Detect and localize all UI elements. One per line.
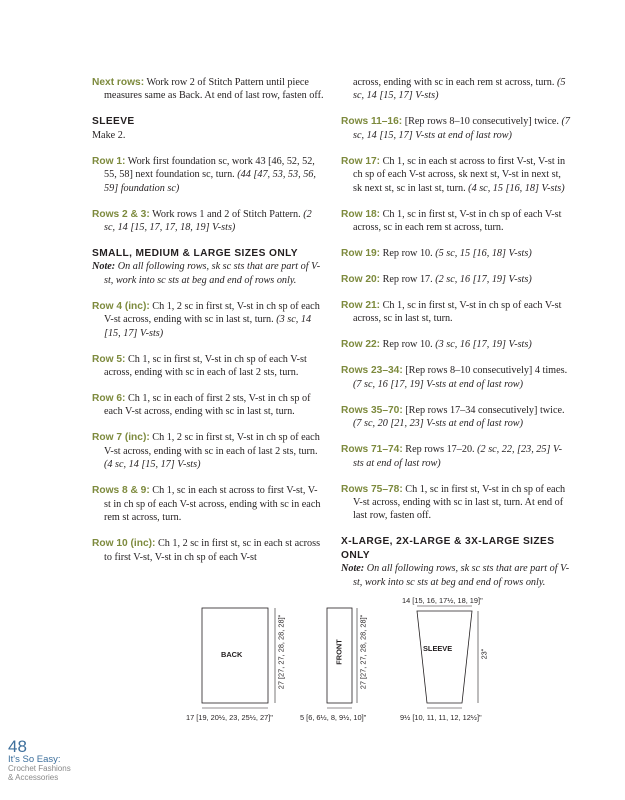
row-label: Rows 23–34: (341, 365, 403, 377)
row-label: Row 19: (341, 248, 381, 260)
note-text: On all following rows, sk sc sts that are part of V-st, work into sc sts at beg and end of rows only. (353, 563, 570, 588)
page-footer (8, 738, 71, 782)
back-height-label: 27 [27, 27, 28, 28, 28]" (276, 614, 286, 690)
instruction-row (92, 537, 324, 564)
row-text: Rep row 10. (382, 248, 433, 260)
instruction-row (92, 484, 324, 524)
row-text: Ch 1, sc in each of first 2 sts, V-st in ch sp of each V-st across, ending with sc in last st, turn. (104, 393, 311, 418)
row-label: Row 7 (inc): (92, 432, 150, 444)
row-text: Rep rows 17–20. (405, 444, 475, 456)
instruction-row (92, 392, 324, 419)
row-text: Ch 1, sc in each st across to first V-st, V-st in ch sp of each V-st across, sk next st, V-st in next st, sk next st, sc in last st, turn. (353, 155, 566, 194)
stitch-count: (2 sc, 14 [15, 17, 17, 18, 19] V-sts) (104, 208, 312, 234)
row-text: [Rep rows 8–10 consecutively] 4 times. (405, 365, 568, 377)
left-column (92, 76, 324, 577)
section-heading: SLEEVE (92, 116, 135, 128)
sleeve-height-label: 23" (479, 648, 489, 660)
instruction-row (341, 443, 571, 470)
row-text: Ch 1, 2 sc in first st, sc in each st across to first V-st, V-st in ch sp of each V-st (104, 538, 321, 563)
page-number: 48 (8, 737, 27, 756)
row-label: Rows 75–78: (341, 483, 403, 495)
instruction-row (92, 431, 324, 471)
stitch-count: (4 sc, 15 [16, 18] V-sts) (468, 182, 565, 194)
row-text: Rep row 10. (382, 339, 433, 351)
row-text: Ch 1, 2 sc in first st, V-st in ch sp of each V-st across, ending with sc in each of last 2 sts, turn. (104, 432, 320, 457)
row-label: Row 1: (92, 155, 126, 167)
row-label: Rows 11–16: (341, 116, 403, 128)
front-width-label: 5 [6, 6½, 8, 9½, 10]" (300, 713, 367, 722)
note-label: Note: (92, 261, 116, 273)
stitch-count: (2 sc, 22, [23, 25] V-sts at end of last row) (353, 444, 563, 469)
row-text: Work rows 1 and 2 of Stitch Pattern. (152, 208, 301, 220)
instruction-row (341, 338, 571, 351)
stitch-count: (44 [47, 53, 53, 56, 59] foundation sc) (104, 169, 316, 194)
front-height-label: 27 [27, 27, 28, 28, 28]" (358, 614, 368, 690)
stitch-count: (7 sc, 14 [15, 17] V-sts at end of last row) (353, 116, 570, 141)
book-title: It's So Easy: (8, 754, 61, 765)
instruction-row (341, 299, 571, 326)
row-label: Row 10 (inc): (92, 538, 156, 550)
stitch-count: (3 sc, 14 [15, 17] V-sts) (104, 314, 312, 339)
row-text: [Rep rows 8–10 consecutively] twice. (404, 116, 559, 128)
instruction-row (92, 300, 324, 340)
row-text: Work row 2 of Stitch Pattern until piece measures same as Back. At end of last row, fasten off. (104, 77, 324, 102)
stitch-count: (7 sc, 16 [17, 19] V-sts at end of last row) (353, 378, 523, 390)
right-column (341, 76, 571, 602)
stitch-count: (3 sc, 16 [17, 19] V-sts) (435, 339, 532, 351)
book-subtitle-2: & Accessories (8, 772, 59, 782)
row-label: Row 17: (341, 155, 381, 167)
row-text: Ch 1, sc in first st, V-st in ch sp of each V-st across, sc in last st, turn. (353, 300, 562, 325)
schematic-svg (180, 596, 510, 726)
row-label: Next rows: (92, 77, 145, 88)
stitch-count: (4 sc, 14 [15, 17] V-sts) (104, 459, 201, 471)
row-label: Row 22: (341, 339, 381, 351)
front-label: FRONT (334, 639, 344, 665)
stitch-count: (2 sc, 16 [17, 19] V-sts) (435, 274, 532, 286)
row-label: Row 20: (341, 274, 381, 286)
section-heading: X-LARGE, 2X-LARGE & 3X-LARGE SIZES ONLY (341, 536, 555, 561)
row-text: Ch 1, 2 sc in first st, V-st in ch sp of each V-st across, ending with sc in last st, turn. (104, 300, 320, 326)
row-text: Rep row 17. (382, 274, 433, 286)
note-text: On all following rows, sk sc sts that are part of V-st, work into sc sts at beg and end of rows only. (104, 261, 321, 286)
row-label: Rows 71–74: (341, 444, 403, 456)
instruction-row (341, 115, 571, 142)
row-text: across, ending with sc in each rem st across, turn. (353, 77, 555, 88)
instruction-row (341, 247, 571, 260)
sleeve-label: SLEEVE (423, 644, 453, 653)
row-label: Row 21: (341, 300, 381, 312)
instruction-row (92, 76, 324, 103)
row-label: Rows 35–70: (341, 404, 403, 416)
row-label: Row 6: (92, 393, 126, 405)
stitch-count: (7 sc, 20 [21, 23] V-sts at end of last row) (353, 418, 523, 430)
row-text: Work first foundation sc, work 43 [46, 52, 52, 55, 58] next foundation sc, turn. (104, 155, 315, 181)
row-label: Row 4 (inc): (92, 300, 150, 312)
instruction-row (341, 208, 571, 235)
sleeve-shape (417, 611, 472, 703)
row-label: Row 5: (92, 353, 126, 365)
row-text: Ch 1, sc in first st, V-st in ch sp of each V-st across, sc in each rem st across, turn. (353, 208, 562, 234)
instruction-row (341, 483, 571, 523)
section-heading: SMALL, MEDIUM & LARGE SIZES ONLY (92, 248, 298, 260)
instruction-row (92, 208, 324, 235)
schematic-diagrams (180, 596, 510, 726)
note-paragraph (341, 562, 571, 589)
book-subtitle-1: Crochet Fashions (8, 764, 71, 773)
stitch-count: (5 sc, 14 [15, 17] V-sts) (353, 77, 566, 102)
instruction-row (92, 353, 324, 380)
sleeve-top-label: 14 [15, 16, 17½, 18, 19]" (402, 596, 483, 605)
back-width-label: 17 [19, 20½, 23, 25½, 27]" (186, 713, 273, 722)
row-label: Row 18: (341, 208, 381, 220)
row-text: Ch 1, sc in each st across to first V-st, V-st in ch sp of each V-st across, ending with sc in each rem st across, turn. (104, 485, 321, 524)
section-subline: Make 2. (92, 129, 126, 141)
sleeve-bottom-label: 9½ [10, 11, 11, 12, 12½]" (400, 713, 482, 722)
row-text: [Rep rows 17–34 consecutively] twice. (405, 404, 565, 416)
instruction-row (341, 273, 571, 286)
row-label: Rows 8 & 9: (92, 485, 150, 497)
instruction-row (341, 155, 571, 195)
instruction-row (341, 76, 571, 103)
row-label: Rows 2 & 3: (92, 208, 150, 220)
back-label: BACK (221, 650, 243, 659)
instruction-row (92, 155, 324, 195)
instruction-row (341, 364, 571, 391)
instruction-row (341, 404, 571, 431)
note-paragraph (92, 260, 324, 287)
note-label: Note: (341, 563, 365, 575)
row-text: Ch 1, sc in first st, V-st in ch sp of each V-st across, ending with sc in each of last 2 sts, turn. (104, 353, 307, 379)
row-text: Ch 1, sc in first st, V-st in ch sp of each V-st across, ending with sc in last st, turn. At end of last row, fasten off. (353, 483, 566, 522)
stitch-count: (5 sc, 15 [16, 18] V-sts) (435, 248, 532, 260)
